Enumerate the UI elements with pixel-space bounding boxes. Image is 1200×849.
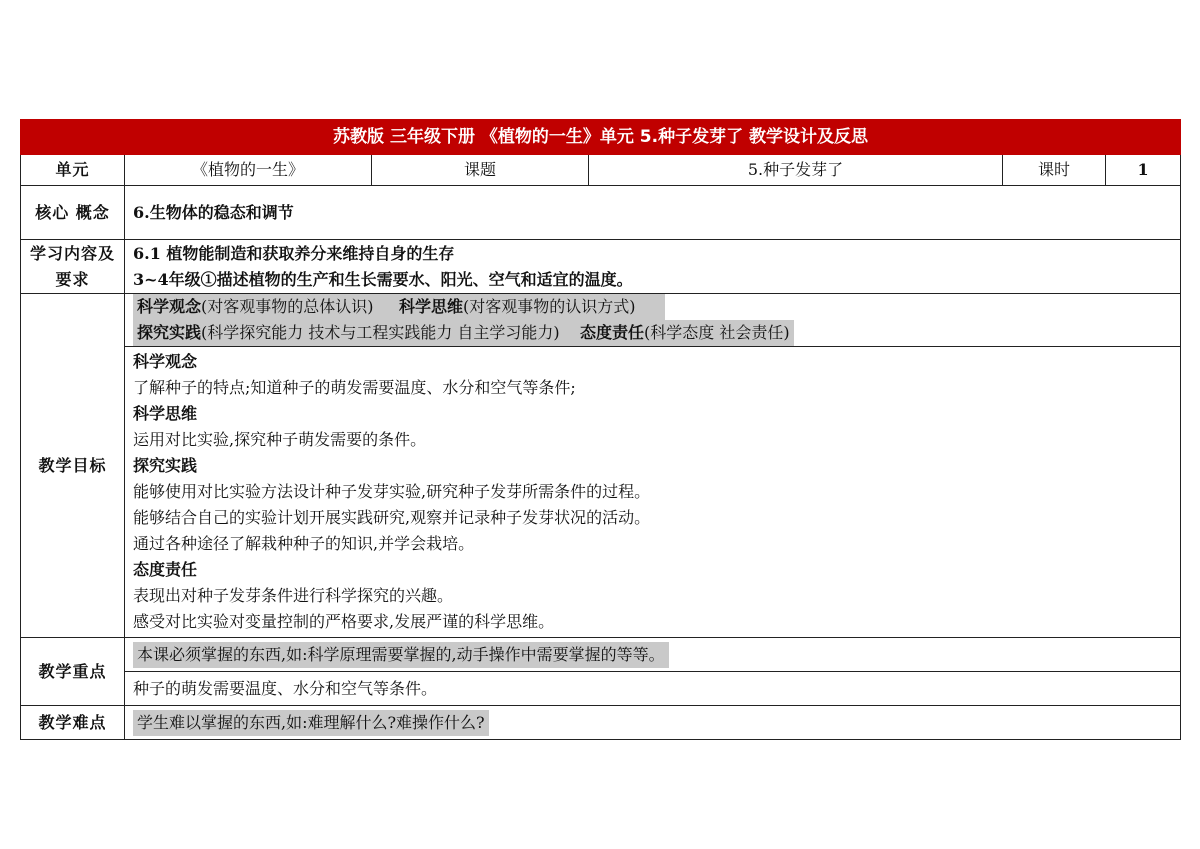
goal-heading-3: 探究实践 — [133, 456, 198, 475]
legend-b-title: 科学思维 — [398, 297, 463, 316]
goal-1-line-1: 了解种子的特点;知道种子的萌发需要温度、水分和空气等条件; — [133, 378, 576, 397]
legend-a-title: 科学观念 — [137, 297, 202, 316]
learning-content-label: 学习内容及要求 — [21, 240, 125, 294]
goals-detail — [125, 347, 1181, 638]
legend-b-desc: (对客观事物的认识方式) — [462, 297, 636, 316]
lesson-label: 课题 — [372, 155, 589, 186]
legend-d-title: 态度责任 — [580, 323, 645, 342]
lesson-value: 5.种子发芽了 — [589, 155, 1003, 186]
goals-label: 教学目标 — [21, 294, 125, 638]
core-concept-value: 6.生物体的稳态和调节 — [125, 186, 1181, 240]
goal-4-line-1: 表现出对种子发芽条件进行科学探究的兴趣。 — [133, 586, 454, 605]
difficulty-hint: 学生难以掌握的东西,如:难理解什么?难操作什么? — [133, 710, 489, 736]
difficulty-label: 教学难点 — [21, 706, 125, 740]
goal-heading-4: 态度责任 — [133, 560, 198, 579]
goal-2-line-1: 运用对比实验,探究种子萌发需要的条件。 — [133, 430, 427, 449]
key-label: 教学重点 — [21, 638, 125, 706]
period-value: 1 — [1106, 155, 1181, 186]
legend-c-desc: (科学探究能力 技术与工程实践能力 自主学习能力) — [201, 323, 560, 342]
goals-legend — [125, 294, 1181, 347]
lesson-plan-table — [20, 119, 1181, 740]
goals-legend-row — [21, 294, 1181, 347]
header-row — [21, 155, 1181, 186]
learning-content-row — [21, 240, 1181, 294]
core-concept-label: 核心 概念 — [21, 186, 125, 240]
key-value-row — [21, 672, 1181, 706]
key-value: 种子的萌发需要温度、水分和空气等条件。 — [125, 672, 1181, 706]
goals-detail-row — [21, 347, 1181, 638]
goal-4-line-2: 感受对比实验对变量控制的严格要求,发展严谨的科学思维。 — [133, 612, 555, 631]
key-hint: 本课必须掌握的东西,如:科学原理需要掌握的,动手操作中需要掌握的等等。 — [133, 642, 669, 668]
goal-heading-1: 科学观念 — [133, 352, 198, 371]
difficulty-row — [21, 706, 1181, 740]
difficulty-hint-cell — [125, 706, 1181, 740]
content-line-1: 6.1 植物能制造和获取养分来维持自身的生存 — [133, 243, 455, 263]
unit-label: 单元 — [21, 155, 125, 186]
key-hint-row — [21, 638, 1181, 672]
legend-line-1 — [133, 294, 665, 320]
title-row — [21, 120, 1181, 155]
legend-d-desc: (科学态度 社会责任) — [644, 323, 790, 342]
goal-3-line-2: 能够结合自己的实验计划开展实践研究,观察并记录种子发芽状况的活动。 — [133, 508, 651, 527]
core-concept-row — [21, 186, 1181, 240]
learning-content-value — [125, 240, 1181, 294]
legend-c-title: 探究实践 — [137, 323, 202, 342]
goal-3-line-1: 能够使用对比实验方法设计种子发芽实验,研究种子发芽所需条件的过程。 — [133, 482, 651, 501]
content-line-2: 3~4年级①描述植物的生产和生长需要水、阳光、空气和适宜的温度。 — [133, 269, 633, 289]
document-title: 苏教版 三年级下册 《植物的一生》单元 5.种子发芽了 教学设计及反思 — [21, 120, 1181, 155]
legend-line-2 — [133, 320, 794, 346]
unit-value: 《植物的一生》 — [125, 155, 372, 186]
key-hint-cell — [125, 638, 1181, 672]
legend-a-desc: (对客观事物的总体认识) — [201, 297, 374, 316]
goal-3-line-3: 通过各种途径了解栽种种子的知识,并学会栽培。 — [133, 534, 475, 553]
goal-heading-2: 科学思维 — [133, 404, 198, 423]
period-label: 课时 — [1003, 155, 1106, 186]
